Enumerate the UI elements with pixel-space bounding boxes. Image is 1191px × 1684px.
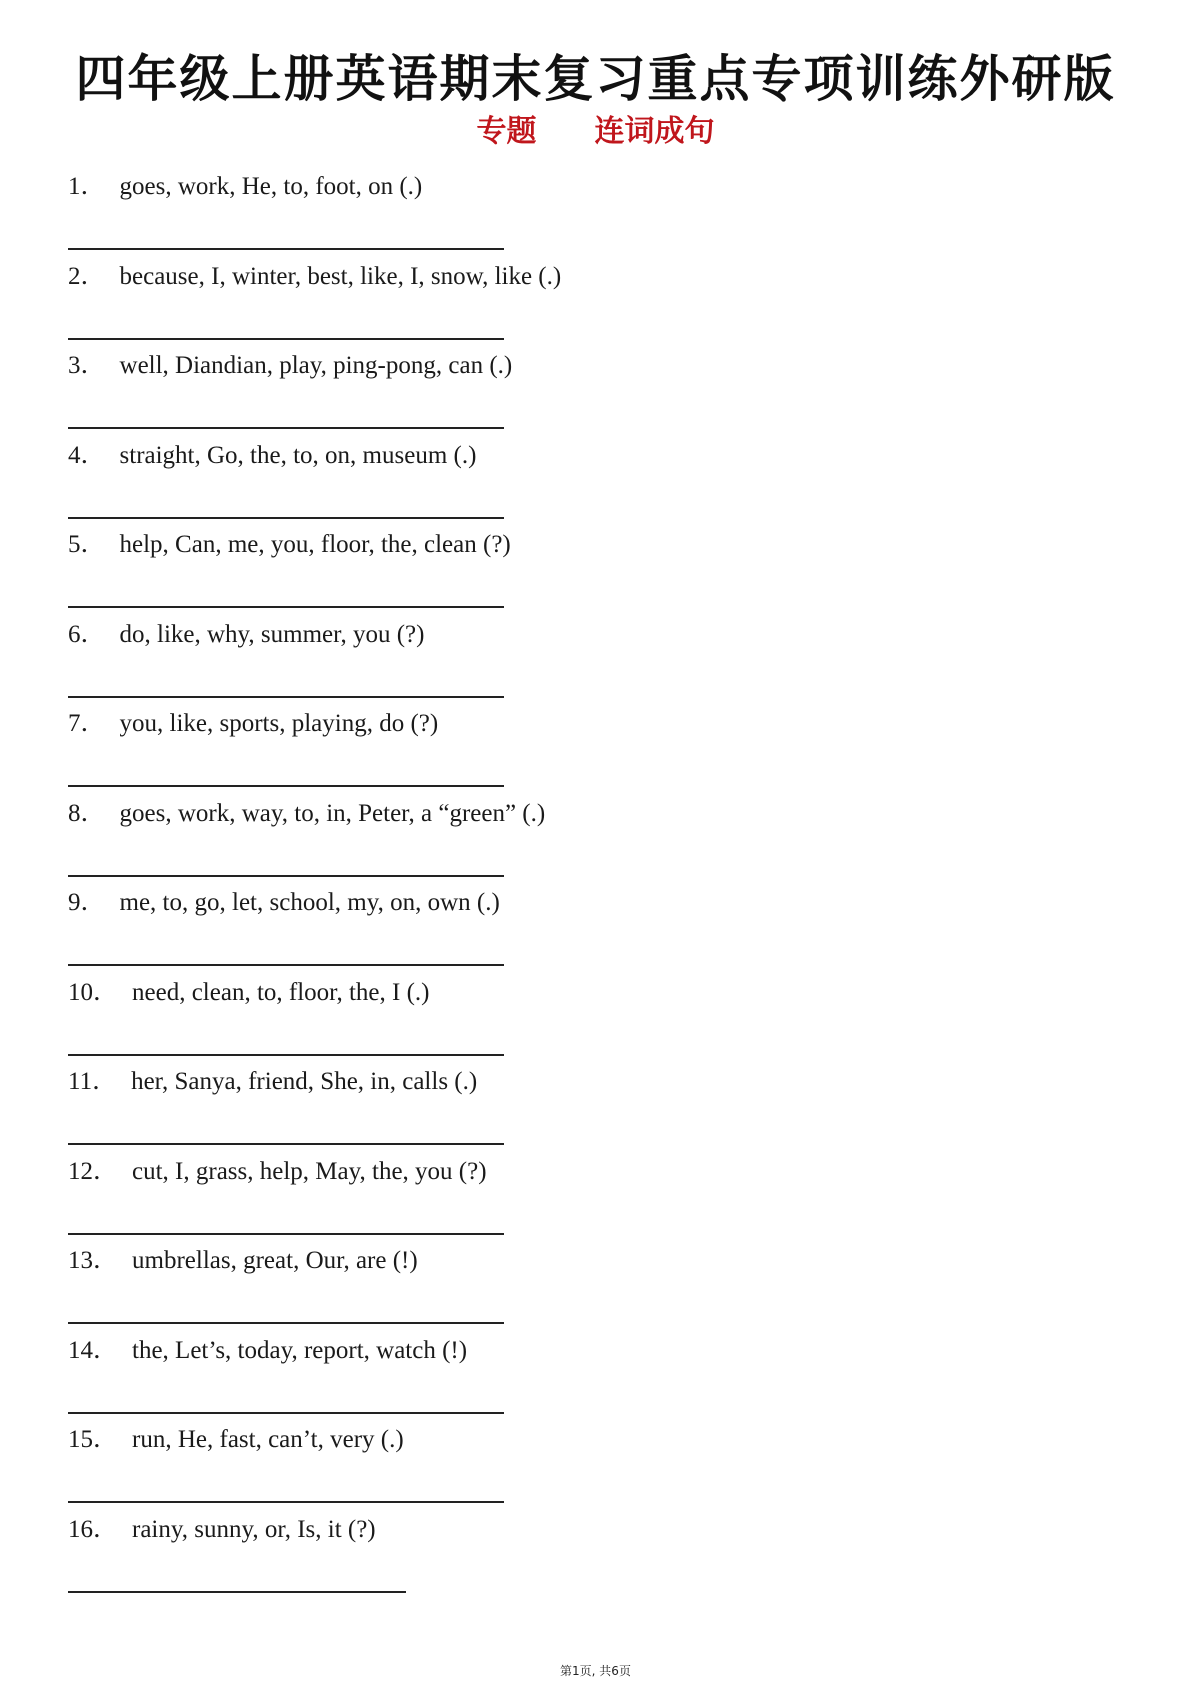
answer-line[interactable] [68, 875, 504, 877]
question-number: 6． [68, 620, 106, 648]
question-number: 3． [68, 352, 106, 379]
page-title: 四年级上册英语期末复习重点专项训练外研版 [75, 50, 1116, 108]
answer-line[interactable] [68, 606, 504, 608]
question-number: 1． [68, 173, 106, 200]
question-words: because, I, winter, best, like, I, snow, like (.) [119, 262, 562, 290]
question-words: do, like, why, summer, you (?) [119, 620, 425, 648]
answer-line[interactable] [68, 1143, 504, 1145]
question-words: goes, work, He, to, foot, on (.) [119, 173, 423, 200]
question-item [68, 707, 1128, 797]
question-number: 11． [68, 1068, 118, 1095]
question-text [68, 1334, 467, 1368]
question-text [68, 1244, 418, 1278]
question-number: 7． [68, 710, 106, 737]
question-text [68, 260, 561, 294]
question-words: straight, Go, the, to, on, museum (.) [119, 441, 477, 469]
question-text [68, 886, 500, 920]
question-item [68, 349, 1128, 439]
question-item [68, 260, 1128, 350]
question-text [68, 976, 430, 1010]
question-item [68, 1065, 1128, 1155]
question-text [68, 1155, 487, 1189]
answer-line[interactable] [68, 1412, 504, 1414]
answer-line[interactable] [68, 1591, 406, 1593]
answer-line[interactable] [68, 696, 504, 698]
question-text [68, 618, 424, 652]
question-list [68, 170, 1128, 1602]
question-number: 13． [68, 1247, 119, 1274]
answer-line[interactable] [68, 785, 504, 787]
question-number: 14． [68, 1336, 119, 1364]
answer-line[interactable] [68, 517, 504, 519]
question-number: 4． [68, 441, 106, 469]
answer-line[interactable] [68, 964, 504, 966]
question-item [68, 1244, 1128, 1334]
question-item [68, 976, 1128, 1066]
question-words: me, to, go, let, school, my, on, own (.) [119, 889, 500, 916]
question-item [68, 886, 1128, 976]
subtitle-topic: 专题 [476, 114, 537, 149]
question-words: the, Let’s, today, report, watch (!) [132, 1336, 468, 1364]
question-number: 12． [68, 1157, 119, 1185]
question-number: 10． [68, 978, 119, 1006]
question-number: 2． [68, 262, 106, 290]
question-number: 9． [68, 889, 106, 916]
question-text [68, 707, 438, 741]
answer-line[interactable] [68, 248, 504, 250]
question-text [68, 1513, 376, 1547]
question-text [68, 1065, 477, 1099]
question-item [68, 618, 1128, 708]
question-item [68, 439, 1128, 529]
question-item [68, 1423, 1128, 1513]
subtitle-name: 连词成句 [594, 114, 715, 149]
answer-line[interactable] [68, 1233, 504, 1235]
question-text [68, 797, 545, 831]
question-text [68, 528, 511, 562]
question-item [68, 797, 1128, 887]
question-item [68, 528, 1128, 618]
question-number: 15． [68, 1426, 119, 1453]
question-number: 16． [68, 1515, 119, 1543]
question-words: run, He, fast, can’t, very (.) [132, 1426, 404, 1453]
question-words: rainy, sunny, or, Is, it (?) [132, 1515, 376, 1543]
question-words: you, like, sports, playing, do (?) [119, 710, 439, 737]
question-item [68, 1513, 1128, 1603]
question-text [68, 1423, 404, 1457]
question-words: umbrellas, great, Our, are (!) [132, 1247, 418, 1274]
answer-line[interactable] [68, 1501, 504, 1503]
question-words: well, Diandian, play, ping-pong, can (.) [119, 352, 513, 379]
answer-line[interactable] [68, 1322, 504, 1324]
question-words: cut, I, grass, help, May, the, you (?) [132, 1157, 487, 1185]
question-item [68, 1155, 1128, 1245]
question-words: need, clean, to, floor, the, I (.) [132, 978, 430, 1006]
question-text [68, 439, 476, 473]
answer-line[interactable] [68, 427, 504, 429]
answer-line[interactable] [68, 1054, 504, 1056]
question-words: goes, work, way, to, in, Peter, a “green” (.) [119, 799, 546, 827]
question-number: 8． [68, 799, 106, 827]
question-words: her, Sanya, friend, She, in, calls (.) [131, 1068, 478, 1095]
answer-line[interactable] [68, 338, 504, 340]
question-item [68, 1334, 1128, 1424]
question-text [68, 170, 422, 204]
question-number: 5． [68, 531, 106, 558]
question-item [68, 170, 1128, 260]
page-footer: 第1页, 共6页 [560, 1664, 631, 1678]
question-text [68, 349, 512, 383]
subtitle [0, 110, 1191, 154]
question-words: help, Can, me, you, floor, the, clean (?) [119, 531, 511, 558]
